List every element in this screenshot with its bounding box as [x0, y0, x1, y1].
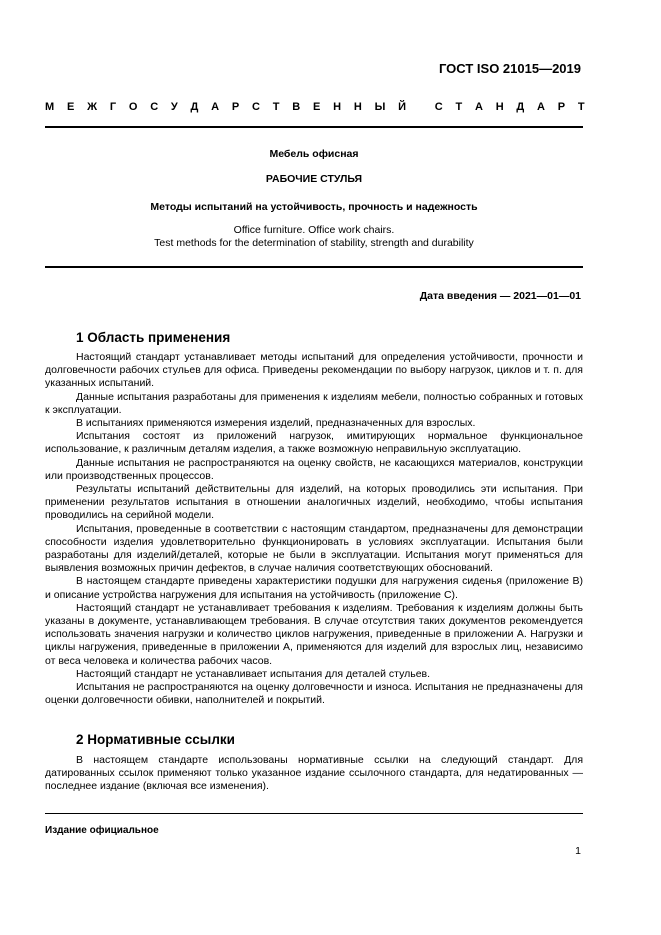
section-1-heading: 1 Область применения: [76, 330, 231, 345]
interstate-letter: Н: [333, 101, 342, 113]
paragraph: Настоящий стандарт не устанавливает требования к изделиям. Требования к изделиям должны быть указаны в документе, устанавливающем требования. В случае отсутствия таких документов рекомендуется использовать значения нагрузки и количество циклов нагружения, приведенные в приложении А. Нагрузки и циклы нагружения, приведенные в приложении А, применяются для изделий для взрослых лиц, независимо от веса человека и количества рабочих часов.: [45, 601, 583, 667]
interstate-letter: [419, 101, 422, 113]
interstate-letter: Г: [109, 101, 117, 113]
section-2-heading: 2 Нормативные ссылки: [76, 732, 235, 747]
paragraph: В испытаниях применяются измерения изделий, предназначенных для взрослых.: [76, 417, 476, 430]
title-line-2: РАБОЧИЕ СТУЛЬЯ: [265, 173, 363, 185]
interstate-letter: С: [434, 101, 443, 113]
interstate-letter: А: [474, 101, 483, 113]
interstate-letter: Й: [398, 101, 407, 113]
standard-number: ГОСТ ISO 21015—2019: [438, 61, 581, 76]
footer-rule: [45, 813, 583, 814]
title-en-line-2: Test methods for the determination of stability, strength and durability: [154, 237, 474, 249]
paragraph: Настоящий стандарт устанавливает методы испытаний для определения устойчивости, прочности и долговечности рабочих стульев для офиса. Приведены рекомендации по выбору нагрузок, циклов и т. п. для указанных испытаний.: [45, 351, 583, 390]
interstate-letter: Е: [66, 101, 75, 113]
interstate-letter: Д: [516, 101, 525, 113]
interstate-standard-label: [45, 101, 585, 113]
interstate-letter: Р: [557, 101, 566, 113]
interstate-letter: С: [252, 101, 260, 113]
interstate-letter: Н: [353, 101, 362, 113]
interstate-letter: Р: [231, 101, 240, 113]
interstate-letter: Е: [313, 101, 321, 113]
interstate-letter: М: [45, 101, 55, 113]
paragraph: Данные испытания не распространяются на оценку свойств, не касающихся материалов, конструкции или производственных процессов.: [45, 456, 583, 482]
interstate-letter: Н: [495, 101, 504, 113]
paragraph: Настоящий стандарт не устанавливает испытания для деталей стульев.: [76, 667, 431, 680]
paragraph: Испытания, проведенные в соответствии с настоящим стандартом, предназначены для демонстрации способности изделия удовлетворительно функционировать в условиях эксплуатации. Испытания были разработаны для изделий/деталей, которые не были в эксплуатации. Испытания могут применяться для выявления возможных причин дефектов, в случае наличия соответствующих обоснований.: [45, 522, 583, 575]
interstate-letter: Т: [577, 101, 585, 113]
interstate-letter: Ы: [374, 101, 386, 113]
interstate-letter: Т: [455, 101, 463, 113]
title-line-3: Методы испытаний на устойчивость, прочность и надежность: [150, 201, 478, 213]
intro-date: Дата введения — 2021—01—01: [419, 290, 581, 302]
title-bottom-rule: [45, 266, 583, 268]
interstate-letter: С: [150, 101, 159, 113]
interstate-letter: У: [170, 101, 178, 113]
interstate-letter: Т: [272, 101, 280, 113]
top-rule: [45, 126, 583, 128]
title-block: [45, 140, 583, 260]
interstate-letter: А: [211, 101, 220, 113]
paragraph: Результаты испытаний действительны для изделий, на которых проводились эти испытания. При применении результатов испытания в отношении аналогичных изделий, необходимо, чтобы испытания проводились на серийной модели.: [45, 483, 583, 522]
paragraph: В настоящем стандарте использованы нормативные ссылки на следующий стандарт. Для датированных ссылок применяют только указанное издание ссылочного стандарта, для недатированных — последнее издание (включая все изменения).: [45, 754, 583, 793]
edition-label: Издание официальное: [45, 825, 159, 836]
paragraph: В настоящем стандарте приведены характеристики подушки для нагружения сиденья (приложение В) и описание устройства нагружения для испытания на устойчивость (приложение С).: [45, 575, 583, 601]
title-line-1: Мебель офисная: [269, 148, 359, 160]
interstate-letter: Д: [190, 101, 199, 113]
interstate-letter: В: [292, 101, 301, 113]
interstate-letter: А: [537, 101, 545, 113]
title-en-line-1: Office furniture. Office work chairs.: [233, 224, 395, 236]
interstate-letter: Ж: [87, 101, 98, 113]
paragraph: Испытания состоят из приложений нагрузок, имитирующих нормальное функциональное использование, к различным деталям изделия, а также возможную неправильную эксплуатацию.: [45, 430, 583, 456]
paragraph: Испытания не распространяются на оценку долговечности и износа. Испытания не предназначены для оценки долговечности обивки, наполнителей и покрытий.: [45, 681, 583, 707]
paragraph: Данные испытания разработаны для применения к изделиям мебели, полностью собранных и готовых к эксплуатации.: [45, 390, 583, 416]
interstate-letter: О: [128, 101, 138, 113]
section-2-text: [45, 754, 583, 794]
section-1-text: [45, 351, 583, 707]
page-number: 1: [575, 845, 581, 857]
